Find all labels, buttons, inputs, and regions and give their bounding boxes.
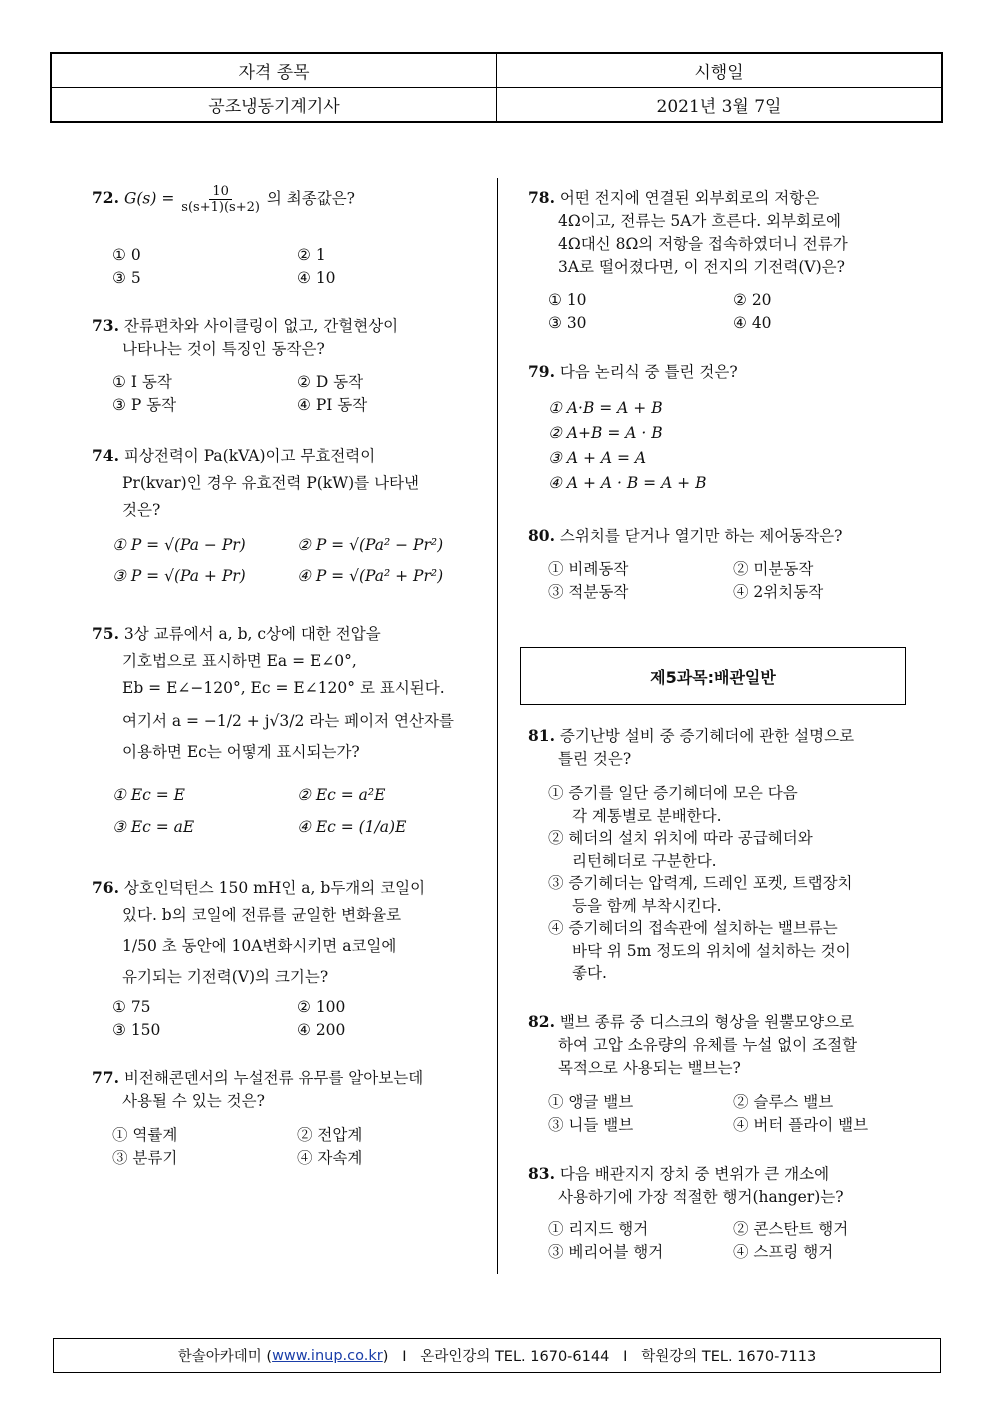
question-text-cont: 이용하면 Ec는 어떻게 표시되는가?	[122, 743, 360, 761]
option-2[interactable]: ② 콘스탄트 행거	[733, 1220, 849, 1238]
option-4[interactable]: ④ 10	[297, 269, 336, 287]
option-3[interactable]: ③ 30	[548, 314, 587, 332]
question-text-cont: 여기서 a = −1/2 + j√3/2 라는 페이저 연산자를	[122, 712, 454, 730]
option-3[interactable]: ③ A + A = A	[548, 449, 647, 467]
option-1[interactable]: ① 75	[112, 998, 151, 1016]
question-text: 스위치를 닫거나 열기만 하는 제어동작은?	[559, 527, 843, 545]
question-text: 상호인덕턴스 150 mH인 a, b두개의 코일이	[123, 879, 426, 897]
header-label-subject: 자격 종목	[52, 54, 497, 88]
options-78	[548, 289, 918, 335]
option-3[interactable]: ③ Ec = aE	[112, 818, 195, 836]
question-number: 76.	[92, 878, 119, 897]
question-text: 비전해콘덴서의 누설전류 유무를 알아보는데	[123, 1069, 424, 1087]
option-3[interactable]: ③ P = √(Pa + Pr)	[112, 567, 246, 585]
question-74	[92, 442, 492, 524]
question-number: 74.	[92, 446, 119, 465]
option-1[interactable]	[548, 782, 908, 827]
option-1[interactable]: ① 리지드 행거	[548, 1220, 649, 1238]
question-number: 72.	[92, 188, 119, 207]
question-81	[528, 724, 918, 771]
options-79	[548, 396, 707, 496]
question-78	[528, 186, 918, 279]
option-1[interactable]: ① P = √(Pa − Pr)	[112, 536, 246, 554]
option-3[interactable]: ③ 적분동작	[548, 583, 629, 601]
option-text-cont: 좋다.	[572, 964, 607, 982]
question-text: 잔류편차와 사이클링이 없고, 간헐현상이	[123, 317, 399, 335]
question-72	[92, 184, 355, 215]
question-number: 73.	[92, 316, 119, 335]
question-number: 83.	[528, 1164, 555, 1183]
option-text-cont: 리턴헤더로 구분한다.	[572, 851, 717, 870]
question-83	[528, 1162, 918, 1209]
question-text: 다음 논리식 중 틀린 것은?	[559, 363, 738, 381]
question-number: 79.	[528, 362, 555, 381]
question-number: 78.	[528, 188, 555, 207]
question-text-cont: 있다. b의 코일에 전류를 균일한 변화율로	[122, 906, 402, 924]
options-74	[112, 534, 482, 588]
option-2[interactable]: ② A+B = A · B	[548, 424, 663, 442]
option-3[interactable]: ③ 분류기	[112, 1149, 178, 1167]
options-77	[112, 1124, 482, 1170]
option-2[interactable]	[548, 827, 908, 872]
option-4[interactable]: ④ 버터 플라이 밸브	[733, 1116, 869, 1134]
option-4[interactable]: ④ 2위치동작	[733, 583, 824, 601]
question-text-cont: 목적으로 사용되는 밸브는?	[558, 1059, 741, 1077]
option-text: ② 헤더의 설치 위치에 따라 공급헤더와	[548, 829, 813, 847]
question-number: 81.	[528, 726, 555, 745]
question-text: 증기난방 설비 중 증기헤더에 관한 설명으로	[559, 727, 855, 745]
question-number: 80.	[528, 526, 555, 545]
option-3[interactable]: ③ 5	[112, 269, 141, 287]
option-4[interactable]: ④ PI 동작	[297, 396, 368, 414]
question-text-cont: 사용될 수 있는 것은?	[122, 1092, 265, 1110]
formula-fraction	[181, 184, 260, 215]
question-text-cont: Eb = E∠−120°, Ec = E∠120° 로 표시된다.	[122, 679, 445, 697]
question-73	[92, 314, 472, 361]
footer-contact: ) I 온라인강의 TEL. 1670-6144 I 학원강의 TEL. 1670-7113	[382, 1349, 817, 1365]
column-divider	[497, 178, 498, 1274]
question-text-cont: 4Ω대신 8Ω의 저항을 접속하였더니 전류가	[558, 235, 848, 253]
option-4[interactable]: ④ P = √(Pa² + Pr²)	[297, 567, 444, 585]
options-81	[548, 782, 908, 985]
option-2[interactable]: ② 20	[733, 291, 772, 309]
formula-lhs: G(s) =	[124, 189, 175, 208]
option-1[interactable]: ① A·B = A + B	[548, 399, 663, 417]
option-2[interactable]: ② 전압계	[297, 1126, 363, 1144]
question-text-cont: 4Ω이고, 전류는 5A가 흐른다. 외부회로에	[558, 212, 841, 230]
header-value-subject: 공조냉동기계기사	[52, 88, 497, 122]
header-label-date: 시행일	[497, 54, 941, 88]
question-text-cont: Pr(kvar)인 경우 유효전력 P(kW)를 나타낸	[122, 474, 419, 492]
option-4[interactable]: ④ A + A · B = A + B	[548, 474, 707, 492]
option-4[interactable]: ④ 스프링 행거	[733, 1243, 834, 1261]
option-4[interactable]: ④ 자속계	[297, 1149, 363, 1167]
option-text: ④ 증기헤더의 접속관에 설치하는 밸브류는	[548, 919, 838, 937]
fraction-denominator: s(s+1)(s+2)	[181, 200, 260, 215]
question-text: 3상 교류에서 a, b, c상에 대한 전압을	[123, 625, 381, 643]
option-3[interactable]: ③ 니들 밸브	[548, 1116, 634, 1134]
question-number: 75.	[92, 624, 119, 643]
question-text: 밸브 종류 중 디스크의 형상을 원뿔모양으로	[559, 1013, 855, 1031]
question-text-cont: 하여 고압 소유량의 유체를 누설 없이 조절할	[558, 1036, 858, 1054]
option-3[interactable]: ③ 150	[112, 1021, 161, 1039]
options-82	[548, 1091, 918, 1137]
question-text: 어떤 전지에 연결된 외부회로의 저항은	[559, 189, 820, 207]
option-1[interactable]: ① 역률계	[112, 1126, 178, 1144]
option-4[interactable]: ④ 200	[297, 1021, 346, 1039]
question-number: 77.	[92, 1068, 119, 1087]
option-3[interactable]: ③ 베리어블 행거	[548, 1243, 664, 1261]
options-76	[112, 996, 482, 1042]
options-83	[548, 1218, 918, 1264]
question-text: 의 최종값은?	[266, 189, 355, 208]
footer-bar	[53, 1338, 941, 1373]
option-1[interactable]: ① 비례동작	[548, 560, 629, 578]
question-text-cont: 유기되는 기전력(V)의 크기는?	[122, 968, 329, 986]
question-text-cont: 1/50 초 동안에 10A변화시키면 a코일에	[122, 937, 397, 955]
footer-academy: 한솔아카데미 (	[177, 1349, 273, 1365]
fraction-numerator: 10	[209, 184, 232, 200]
option-4[interactable]: ④ Ec = (1/a)E	[297, 818, 407, 836]
question-text-cont: 사용하기에 가장 적절한 행거(hanger)는?	[558, 1188, 844, 1206]
option-1[interactable]: ① Ec = E	[112, 786, 185, 804]
option-2[interactable]: ② 미분동작	[733, 560, 814, 578]
header-value-date: 2021년 3월 7일	[656, 96, 782, 117]
option-1[interactable]: ① 0	[112, 246, 141, 264]
options-73	[112, 371, 482, 417]
question-75	[92, 620, 492, 766]
question-76	[92, 874, 492, 991]
exam-header-table	[50, 52, 943, 123]
option-3[interactable]: ③ P 동작	[112, 396, 177, 414]
option-1[interactable]: ① 10	[548, 291, 587, 309]
options-72	[112, 244, 482, 290]
option-text-cont: 각 계통별로 분배한다.	[572, 806, 722, 825]
question-text-cont: 것은?	[122, 501, 161, 519]
option-text: ① 증기를 일단 증기헤더에 모은 다음	[548, 784, 798, 802]
option-2[interactable]: ② P = √(Pa² − Pr²)	[297, 536, 444, 554]
option-1[interactable]: ① I 동작	[112, 373, 172, 391]
option-2[interactable]: ② 100	[297, 998, 346, 1016]
question-text-cont: 틀린 것은?	[558, 750, 632, 768]
option-text-cont: 등을 함께 부착시킨다.	[572, 896, 722, 915]
question-text: 다음 배관지지 장치 중 변위가 큰 개소에	[559, 1165, 830, 1183]
options-80	[548, 558, 918, 604]
question-79	[528, 360, 738, 384]
option-text: ③ 증기헤더는 압력계, 드레인 포켓, 트랩장치	[548, 874, 853, 892]
option-2[interactable]: ② Ec = a²E	[297, 786, 386, 804]
question-text-cont: 기호법으로 표시하면 Ea = E∠0°,	[122, 652, 357, 670]
question-82	[528, 1010, 918, 1080]
option-2[interactable]: ② 슬루스 밸브	[733, 1093, 834, 1111]
options-75	[112, 784, 482, 839]
question-number: 82.	[528, 1012, 555, 1031]
option-2[interactable]: ② 1	[297, 246, 326, 264]
question-80	[528, 524, 842, 548]
option-4[interactable]	[548, 917, 908, 985]
question-text: 피상전력이 Pa(kVA)이고 무효전력이	[123, 447, 376, 465]
option-1[interactable]: ① 앵글 밸브	[548, 1093, 634, 1111]
question-77	[92, 1066, 492, 1113]
question-text-cont: 3A로 떨어졌다면, 이 전지의 기전력(V)은?	[558, 258, 845, 276]
option-text-cont: 바닥 위 5m 정도의 위치에 설치하는 것이	[572, 941, 851, 960]
option-2[interactable]: ② D 동작	[297, 373, 364, 391]
option-4[interactable]: ④ 40	[733, 314, 772, 332]
section-title: 제5과목:배관일반	[520, 647, 906, 705]
option-3[interactable]	[548, 872, 908, 917]
question-text-cont: 나타나는 것이 특징인 동작은?	[122, 340, 325, 358]
footer-link[interactable]: www.inup.co.kr	[272, 1347, 383, 1364]
